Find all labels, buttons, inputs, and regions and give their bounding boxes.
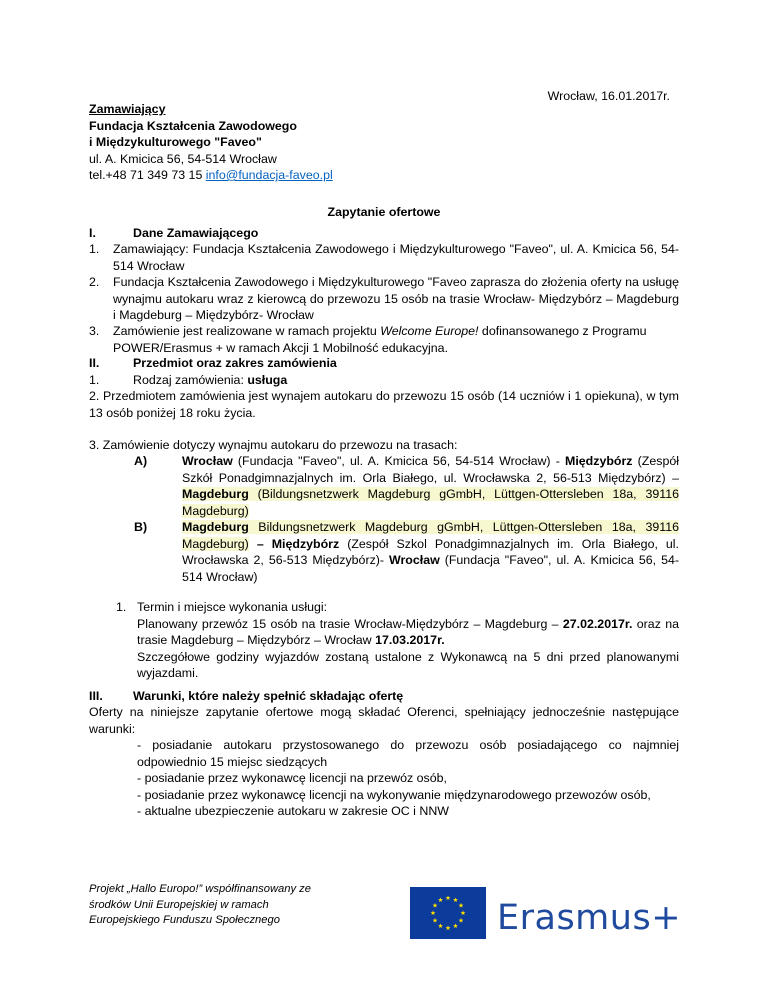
service-heading: Termin i miejsce wykonania usługi:	[137, 600, 328, 614]
section-3-heading: III. Warunki, które należy spełnić składając ofertę	[89, 689, 404, 703]
conditions-list	[137, 737, 679, 820]
condition-item: - posiadanie przez wykonawcę licencji na przewóz osób,	[137, 771, 447, 785]
section-1-item-1: 1. Zamawiający: Fundacja Kształcenia Zawodowego i Międzykulturowego "Faveo", ul. A. Kmicica 56, 54-514 Wrocław	[89, 242, 679, 273]
order-type: 1. Rodzaj zamówienia: usługa	[89, 373, 288, 387]
orderer-name-line-1: Fundacja Kształcenia Zawodowego	[89, 118, 297, 133]
service-date-item: 1. Termin i miejsce wykonania usługi: Planowany przewóz 15 osób na trasie Wrocław-Międzybórz – Magdeburg – 27.02.2017r. oraz na trasie Magdeburg – Międzybórz – Wrocław 17.03.2017r. Szczegółowe godziny wyjazdów zostaną ustalone z Wykonawcą na 5 dni przed planowanymi wyjazdami.	[116, 600, 679, 680]
route-a: A) Wrocław (Fundacja "Faveo", ul. A. Kmicica 56, 54-514 Wrocław) - Międzybórz (Zespół Szkół Ponadgimnazjalnych im. Orla Białego, ul. Wrocławska 2, 56-513 Międzybórz) – Magdeburg (Bildungsnetzwerk Magdeburg gGmbH, Lüttgen-Ottersleben 18a, 39116 Magdeburg)	[134, 454, 679, 518]
section-1-item-2: 2. Fundacja Kształcenia Zawodowego i Międzykulturowego "Faveo zaprasza do złożenia oferty na usługę wynajmu autokaru wraz z kierowcą do przewozu 15 osób na trasie Wrocław- Międzybórz – Magdeburg i Magdeburg – Międzybórz- Wrocław	[89, 275, 679, 322]
section-2-heading: II. Przedmiot oraz zakres zamówienia	[89, 356, 337, 370]
orderer-email-link[interactable]: info@fundacja-faveo.pl	[205, 168, 333, 182]
section-1-heading: I. Dane Zamawiającego	[89, 226, 259, 240]
orderer-phone: tel.+48 71 349 73 15	[89, 168, 206, 182]
document-title: Zapytanie ofertowe	[327, 205, 441, 219]
order-subject: 2. Przedmiotem zamówienia jest wynajem autokaru do przewozu 15 osób (14 uczniów i 1 opiekuna), w tym 13 osób poniżej 18 roku życia.	[89, 389, 679, 420]
orderer-address: ul. A. Kmicica 56, 54-514 Wrocław	[89, 151, 277, 166]
routes-intro: 3. Zamówienie dotyczy wynajmu autokaru do przewozu na trasach:	[89, 438, 458, 452]
orderer-name-line-2: i Międzykulturowego "Faveo"	[89, 135, 262, 149]
footer-note: Projekt „Hallo Europo!” współfinansowany ze środków Unii Europejskiej w ramach Europejskiego Funduszu Społecznego	[89, 883, 311, 926]
section-3-intro: Oferty na niniejsze zapytanie ofertowe mogą składać Oferenci, spełniający jednocześnie następujące warunki:	[89, 705, 679, 736]
service-note: Szczegółowe godziny wyjazdów zostaną ustalone z Wykonawcą na 5 dni przed planowanymi wyjazdami.	[137, 649, 679, 680]
erasmus-plus-logo: Erasmus+	[497, 898, 682, 938]
route-b: B) Magdeburg Bildungsnetzwerk Magdeburg gGmbH, Lüttgen-Ottersleben 18a, 39116 Magdeburg) – Międzybórz (Zespół Szkol Ponadgimnazjalnych im. Orla Białego, ul. Wrocławska 2, 56-513 Międzybórz)- Wrocław (Fundacja "Faveo", ul. A. Kmicica 56, 54-514 Wrocław)	[134, 520, 679, 584]
condition-item: - aktualne ubezpieczenie autokaru w zakresie OC i NNW	[137, 804, 449, 818]
orderer-block	[89, 101, 489, 184]
section-1-item-3: 3. Zamówienie jest realizowane w ramach projektu Welcome Europe! dofinansowanego z Programu POWER/Erasmus + w ramach Akcji 1 Mobilność edukacyjna.	[89, 324, 647, 355]
orderer-heading: Zamawiający	[89, 102, 166, 116]
condition-item: - posiadanie autokaru przystosowanego do przewozu osób posiadającego co najmniej odpowiednio 15 miejsc siedzących	[137, 738, 679, 769]
orderer-contact	[89, 167, 489, 184]
condition-item: - posiadanie przez wykonawcę licencji na wykonywanie międzynarodowego przewozów osób,	[137, 787, 651, 802]
eu-flag-logo	[410, 887, 486, 939]
service-plan: Planowany przewóz 15 osób na trasie Wrocław-Międzybórz – Magdeburg – 27.02.2017r. oraz na trasie Magdeburg – Międzybórz – Wrocław 17.03.2017r.	[137, 616, 679, 647]
document-date: Wrocław, 16.01.2017r.	[547, 89, 670, 103]
